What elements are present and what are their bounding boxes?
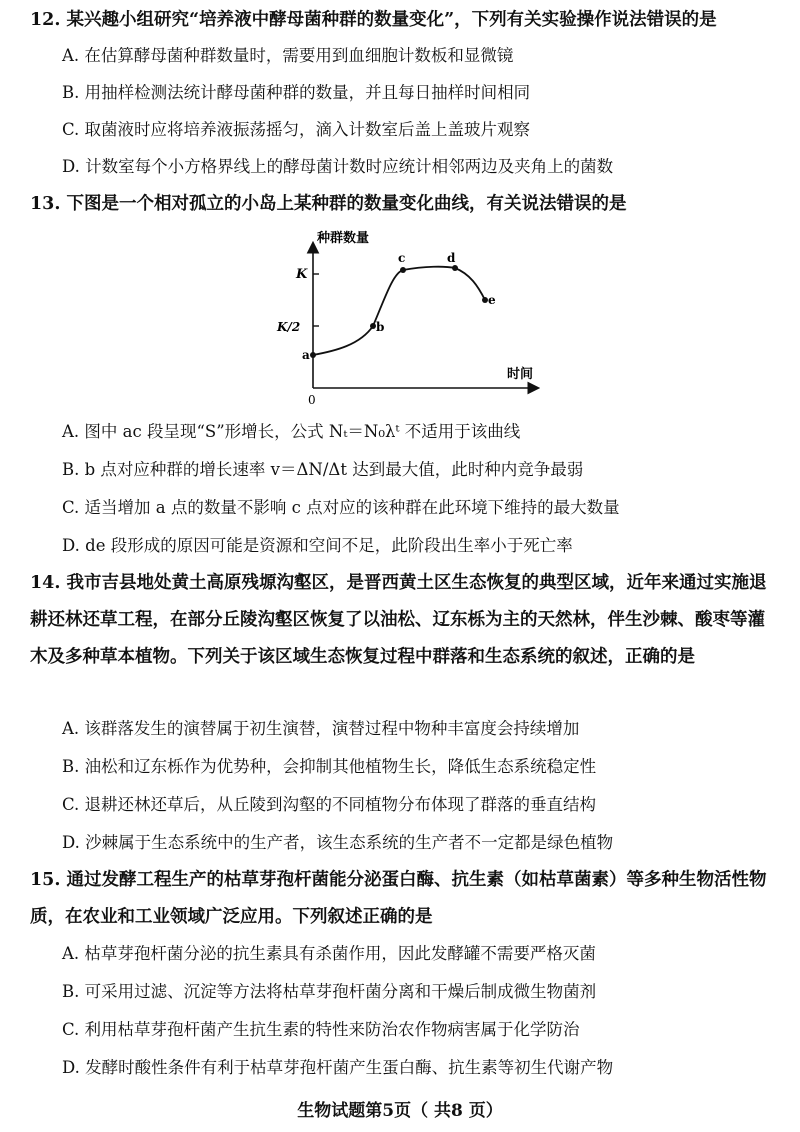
population-curve-graph: [275, 228, 555, 406]
k2-label: K/2: [277, 320, 301, 334]
point-d-label: d: [447, 251, 456, 265]
question-13-option-b: B. b 点对应种群的增长速率 v＝ΔN/Δt 达到最大值，此时种内竞争最弱: [62, 460, 584, 479]
page-footer: 生物试题第5页（ 共8 页）: [297, 1101, 503, 1121]
point-e-label: e: [488, 293, 496, 307]
question-15-option-b: B. 可采用过滤、沉淀等方法将枯草芽孢杆菌分离和干燥后制成微生物菌剂: [62, 982, 597, 1001]
question-14-option-b: B. 油松和辽东栎作为优势种，会抑制其他植物生长，降低生态系统稳定性: [62, 757, 597, 776]
question-15-option-d: D. 发酵时酸性条件有利于枯草芽孢杆菌产生蛋白酶、抗生素等初生代谢产物: [62, 1058, 614, 1077]
point-c-label: c: [398, 251, 406, 265]
question-15-option-c: C. 利用枯草芽孢杆菌产生抗生素的特性来防治农作物病害属于化学防治: [62, 1020, 580, 1039]
question-12-option-d: D. 计数室每个小方格界线上的酵母菌计数时应统计相邻两边及夹角上的菌数: [62, 157, 614, 176]
question-14-option-c: C. 退耕还林还草后，从丘陵到沟壑的不同植物分布体现了群落的垂直结构: [62, 795, 597, 814]
origin-label: 0: [308, 393, 316, 406]
x-axis-label: 时间: [507, 367, 534, 382]
question-14-option-d: D. 沙棘属于生态系统中的生产者，该生态系统的生产者不一定都是绿色植物: [62, 833, 614, 852]
k-label: K: [296, 267, 308, 282]
question-12-option-a: A. 在估算酵母菌种群数量时，需要用到血细胞计数板和显微镜: [62, 46, 514, 65]
question-14-stem: 14. 我市吉县地处黄土高原残塬沟壑区，是晋西黄土区生态恢复的典型区域，近年来通过实施退耕还林还草工程，在部分丘陵沟壑区恢复了以油松、辽东栎为主的天然林，伴生沙棘、酸枣等灌木及多种草本植物。下列关于该区域生态恢复过程中群落和生态系统的叙述，正确的是: [30, 573, 767, 667]
question-12-stem: 12. 某兴趣小组研究“培养液中酵母菌种群的数量变化”，下列有关实验操作说法错误的是: [30, 10, 717, 30]
point-a-label: a: [302, 348, 310, 362]
population-curve: [313, 267, 485, 355]
question-15-stem: 15. 通过发酵工程生产的枯草芽孢杆菌能分泌蛋白酶、抗生素（如枯草菌素）等多种生物活性物质，在农业和工业领域广泛应用。下列叙述正确的是: [30, 870, 767, 927]
point-d: [452, 265, 458, 271]
point-b-label: b: [376, 320, 385, 334]
point-a: [310, 352, 316, 358]
question-13-option-c: C. 适当增加 a 点的数量不影响 c 点对应的该种群在此环境下维持的最大数量: [62, 498, 620, 517]
y-axis-label: 种群数量: [317, 231, 370, 246]
question-14-option-a: A. 该群落发生的演替属于初生演替，演替过程中物种丰富度会持续增加: [62, 719, 580, 738]
question-15-option-a: A. 枯草芽孢杆菌分泌的抗生素具有杀菌作用，因此发酵罐不需要严格灭菌: [62, 944, 596, 963]
question-13-option-a: A. 图中 ac 段呈现“S”形增长，公式 Nₜ＝N₀λᵗ 不适用于该曲线: [62, 422, 521, 441]
question-13-stem: 13. 下图是一个相对孤立的小岛上某种群的数量变化曲线，有关说法错误的是: [30, 194, 627, 214]
point-c: [400, 267, 406, 273]
question-12-option-b: B. 用抽样检测法统计酵母菌种群的数量，并且每日抽样时间相同: [62, 83, 531, 102]
question-12-option-c: C. 取菌液时应将培养液振荡摇匀，滴入计数室后盖上盖玻片观察: [62, 120, 531, 139]
question-13-option-d: D. de 段形成的原因可能是资源和空间不足，此阶段出生率小于死亡率: [62, 536, 573, 555]
